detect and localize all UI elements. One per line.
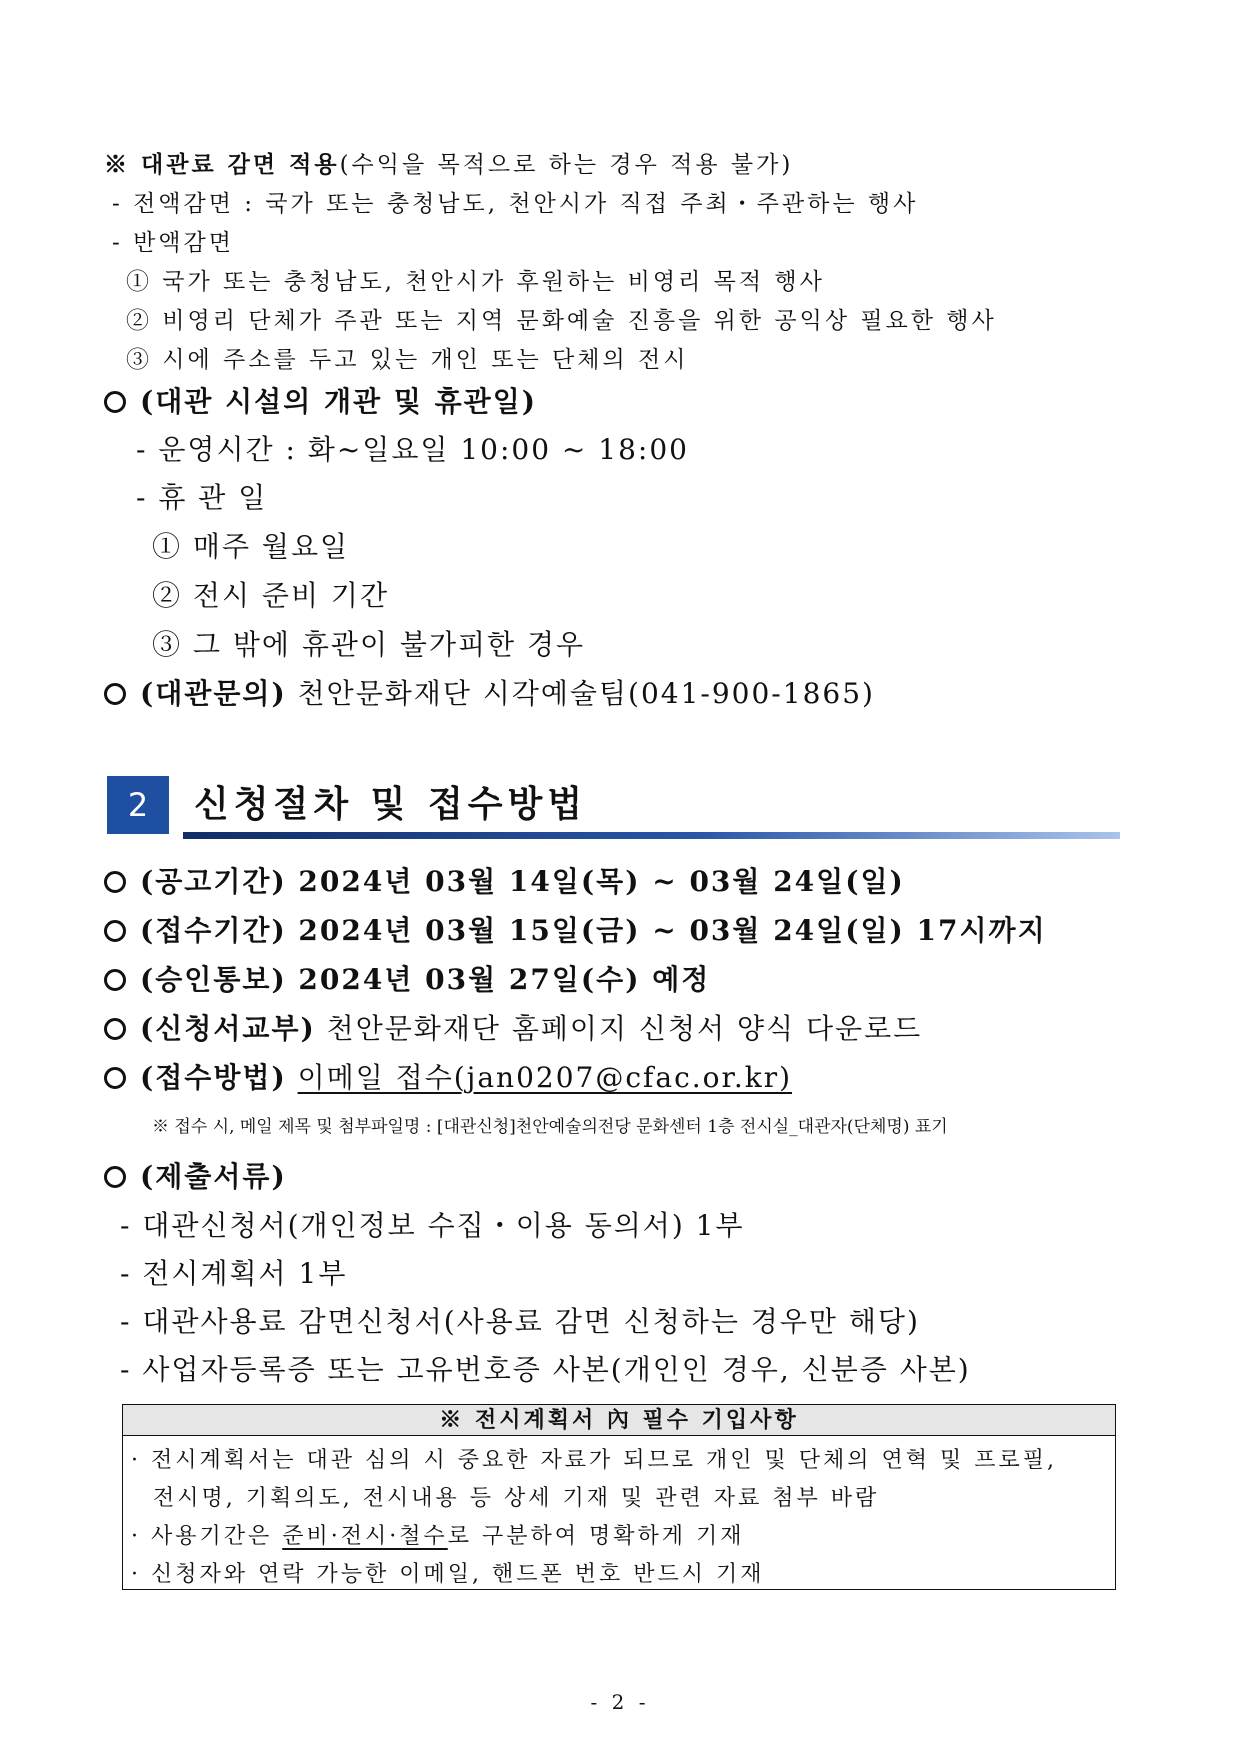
procedure-announce [104,860,905,900]
hours-operating: - 운영시간 : 화~일요일 10:00 ~ 18:00 [136,433,689,466]
notice-line3-pre: · 사용기간은 [131,1524,283,1549]
section-rule [183,832,1120,839]
hours-title: (대관 시설의 개관 및 휴관일) [140,385,538,418]
notice-box [122,1404,1116,1590]
approve-suffix: 예정 [640,963,711,996]
hours-closed-item: ② 전시 준비 기간 [152,579,389,612]
discount-heading [104,146,793,179]
hours-closed-item: ③ 그 밖에 휴관이 불가피한 경우 [152,628,586,661]
page-number: - 2 - [590,1690,650,1714]
form-label: (신청서교부) [140,1012,316,1045]
section-number: 2 [107,776,169,834]
method-email-link[interactable]: 이메일 접수(jan0207@cfac.or.kr) [297,1061,793,1094]
document-item: - 전시계획서 1부 [120,1257,348,1290]
document-item: - 사업자등록증 또는 고유번호증 사본(개인인 경우, 신분증 사본) [120,1353,971,1386]
procedure-form [104,1007,922,1047]
circle-bullet-icon [104,1018,126,1040]
discount-half-item: ② 비영리 단체가 주관 또는 지역 문화예술 진흥을 위한 공익상 필요한 행사 [126,308,997,334]
inquiry-text: 천안문화재단 시각예술팀(041-900-1865) [286,677,875,710]
circle-bullet-icon [104,683,126,705]
form-text: 천안문화재단 홈페이지 신청서 양식 다운로드 [315,1012,923,1045]
circle-bullet-icon [104,1067,126,1089]
documents-heading [104,1155,287,1195]
discount-full: - 전액감면 : 국가 또는 충청남도, 천안시가 직접 주최・주관하는 행사 [112,191,919,217]
notice-line3-post: 로 구분하여 명확하게 기재 [447,1524,745,1549]
document-item: - 대관사용료 감면신청서(사용료 감면 신청하는 경우만 해당) [120,1305,920,1338]
circle-bullet-icon [104,871,126,893]
receive-text: (접수기간) 2024년 03월 15일(금) ~ 03월 24일(일) 17시까지 [140,914,1047,947]
procedure-method [104,1056,792,1096]
notice-line: 전시명, 기획의도, 전시내용 등 상세 기재 및 관련 자료 첨부 바람 [153,1486,880,1511]
inquiry-label: (대관문의) [140,677,287,710]
hours-heading [104,380,537,420]
hours-closed-label: - 휴 관 일 [136,481,268,514]
inquiry-line [104,672,875,712]
approve-text: (승인통보) 2024년 03월 27일(수) [140,963,641,996]
section-title: 신청절차 및 접수방법 [194,784,588,825]
circle-bullet-icon [104,969,126,991]
discount-half-label: - 반액감면 [112,230,234,256]
circle-bullet-icon [104,1166,126,1188]
procedure-approve [104,958,710,998]
notice-line: · 전시계획서는 대관 심의 시 중요한 자료가 되므로 개인 및 단체의 연혁 및 프로필, [131,1448,1057,1473]
document-item: - 대관신청서(개인정보 수집・이용 동의서) 1부 [120,1209,745,1242]
discount-title: ※ 대관료 감면 적용 [104,151,340,178]
notice-box-header: ※ 전시계획서 內 필수 기입사항 [123,1405,1115,1436]
discount-note: (수익을 목적으로 하는 경우 적용 불가) [339,152,794,178]
procedure-receive [104,909,1047,949]
method-note: ※ 접수 시, 메일 제목 및 첨부파일명 : [대관신청]천안예술의전당 문화센터 1층 전시실_대관자(단체명) 표기 [152,1117,948,1137]
circle-bullet-icon [104,391,126,413]
circle-bullet-icon [104,920,126,942]
documents-title: (제출서류) [140,1160,287,1193]
method-label: (접수방법) [140,1061,287,1094]
hours-closed-item: ① 매주 월요일 [152,530,350,563]
notice-line: · 신청자와 연락 가능한 이메일, 핸드폰 번호 반드시 기재 [131,1562,765,1587]
notice-line [131,1519,745,1550]
notice-line3-underlined: 준비·전시·철수 [282,1524,448,1549]
discount-half-item: ③ 시에 주소를 두고 있는 개인 또는 단체의 전시 [126,347,689,373]
discount-half-item: ① 국가 또는 충청남도, 천안시가 후원하는 비영리 목적 행사 [126,269,825,295]
announce-text: (공고기간) 2024년 03월 14일(목) ~ 03월 24일(일) [140,865,905,898]
